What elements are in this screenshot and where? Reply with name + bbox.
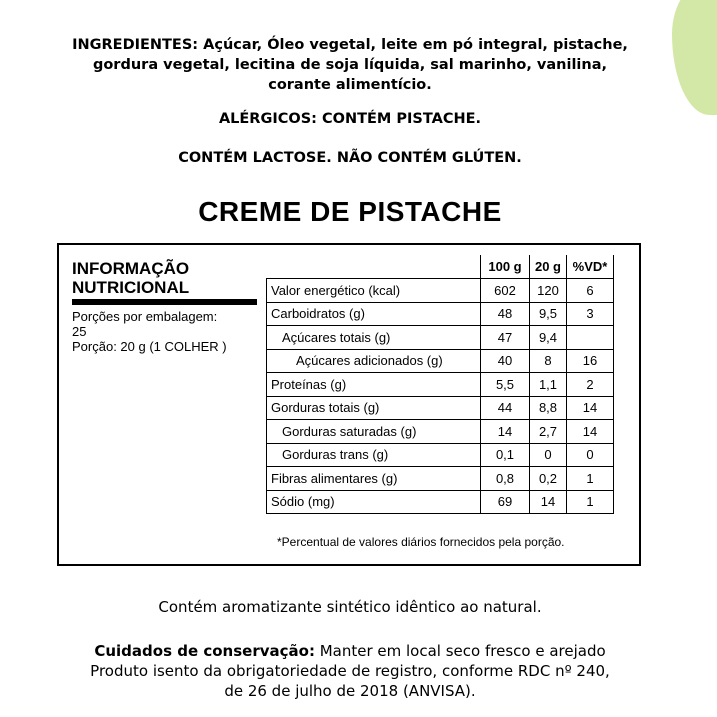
storage-care-text [0, 641, 700, 701]
table-row [267, 349, 614, 373]
table-row [267, 279, 614, 303]
row-value-100g: 0,1 [481, 443, 530, 467]
table-row [267, 443, 614, 467]
row-label: Carboidratos (g) [267, 302, 481, 326]
table-row [267, 467, 614, 491]
allergens-text: ALÉRGICOS: CONTÉM PISTACHE. [218, 111, 482, 127]
table-header-row [267, 255, 614, 279]
row-value-20g: 9,5 [530, 302, 567, 326]
row-value-20g: 0,2 [530, 467, 567, 491]
row-value-vd: 1 [567, 490, 614, 514]
row-value-20g: 1,1 [530, 373, 567, 397]
row-label: Gorduras trans (g) [267, 443, 481, 467]
care-line-3: de 26 de julho de 2018 (ANVISA). [224, 682, 476, 700]
table-row [267, 490, 614, 514]
row-value-vd: 6 [567, 279, 614, 303]
row-value-vd: 2 [567, 373, 614, 397]
row-value-vd [567, 326, 614, 350]
row-value-vd: 1 [567, 467, 614, 491]
care-instructions: Manter em local seco fresco e arejado [314, 642, 606, 660]
header-100g: 100 g [481, 255, 530, 279]
row-value-20g: 9,4 [530, 326, 567, 350]
row-value-100g: 69 [481, 490, 530, 514]
row-value-20g: 8,8 [530, 396, 567, 420]
row-label: Valor energético (kcal) [267, 279, 481, 303]
care-line-1 [0, 641, 700, 661]
row-value-20g: 14 [530, 490, 567, 514]
row-label: Proteínas (g) [267, 373, 481, 397]
row-value-vd: 14 [567, 396, 614, 420]
header-blank-cell [267, 255, 481, 279]
row-value-100g: 44 [481, 396, 530, 420]
ingredients-text [0, 35, 700, 95]
row-label: Sódio (mg) [267, 490, 481, 514]
ingredients-line-2: gordura vegetal, lecitina de soja líquida, sal marinho, vanilina, [92, 57, 608, 73]
row-label: Açúcares adicionados (g) [267, 349, 481, 373]
row-value-vd: 3 [567, 302, 614, 326]
nutrition-heading-line-1: INFORMAÇÃO [72, 259, 190, 278]
row-value-100g: 14 [481, 420, 530, 444]
row-value-20g: 2,7 [530, 420, 567, 444]
row-value-100g: 0,8 [481, 467, 530, 491]
row-value-vd: 14 [567, 420, 614, 444]
row-value-20g: 0 [530, 443, 567, 467]
row-value-20g: 8 [530, 349, 567, 373]
row-value-20g: 120 [530, 279, 567, 303]
row-label: Gorduras totais (g) [267, 396, 481, 420]
table-row [267, 420, 614, 444]
portions-per-package-value: 25 [72, 324, 87, 339]
row-value-100g: 602 [481, 279, 530, 303]
row-value-100g: 5,5 [481, 373, 530, 397]
nutrition-table [266, 255, 614, 514]
aroma-note: Contém aromatizante sintético idêntico ao natural. [158, 598, 542, 616]
row-label: Açúcares totais (g) [267, 326, 481, 350]
header-vd: %VD* [567, 255, 614, 279]
row-value-100g: 48 [481, 302, 530, 326]
table-row [267, 302, 614, 326]
table-footnote: *Percentual de valores diários fornecidos pela porção. [277, 535, 565, 549]
nutrition-heading [72, 259, 189, 297]
nutrition-facts-box [57, 243, 641, 566]
care-line-2: Produto isento da obrigatoriedade de registro, conforme RDC nº 240, [90, 662, 610, 680]
table-row [267, 396, 614, 420]
ingredients-line-1: INGREDIENTES: Açúcar, Óleo vegetal, leite em pó integral, pistache, [72, 37, 628, 53]
heading-divider [72, 299, 257, 305]
care-label: Cuidados de conservação: [94, 642, 315, 660]
header-20g: 20 g [530, 255, 567, 279]
row-label: Gorduras saturadas (g) [267, 420, 481, 444]
portions-per-package-label: Porções por embalagem: [72, 309, 218, 324]
lactose-gluten-text: CONTÉM LACTOSE. NÃO CONTÉM GLÚTEN. [178, 150, 522, 166]
row-value-100g: 40 [481, 349, 530, 373]
product-title: CREME DE PISTACHE [198, 196, 502, 227]
nutrition-heading-line-2: NUTRICIONAL [72, 278, 190, 297]
portion-size: Porção: 20 g (1 COLHER ) [72, 339, 227, 354]
table-row [267, 373, 614, 397]
ingredients-line-3: corante alimentício. [268, 77, 432, 93]
portions-info [72, 309, 257, 354]
row-label: Fibras alimentares (g) [267, 467, 481, 491]
row-value-vd: 16 [567, 349, 614, 373]
table-row [267, 326, 614, 350]
row-value-vd: 0 [567, 443, 614, 467]
row-value-100g: 47 [481, 326, 530, 350]
